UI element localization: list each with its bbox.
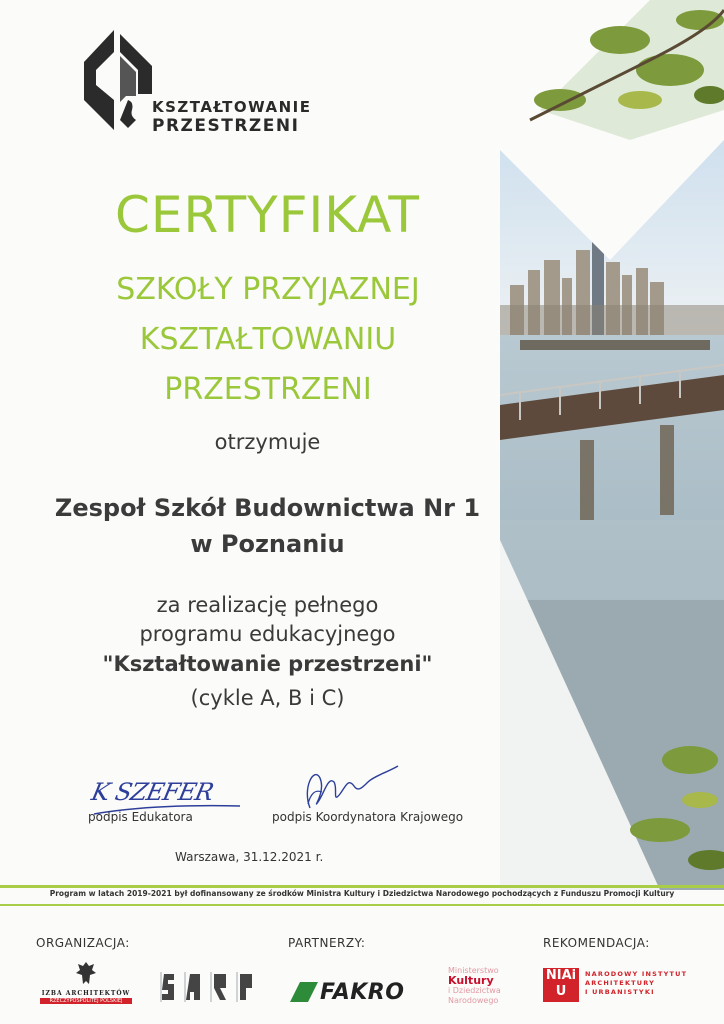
iarp-line-1: IZBA ARCHITEKTÓW <box>41 990 131 997</box>
logo-line-1: KSZTAŁTOWANIE <box>152 98 312 116</box>
educator-signature-text: K SZEFER <box>89 778 216 806</box>
educator-caption: podpis Edukatora <box>88 810 193 824</box>
fakro-mark-icon <box>290 982 318 1002</box>
subtitle-line-1: SZKOŁY PRZYJAZNEJ <box>116 272 420 307</box>
logo-mark-icon <box>84 30 154 130</box>
recommendation-label: REKOMENDACJA: <box>543 936 650 950</box>
niaiu-line-3: I URBANISTYKI <box>585 988 655 996</box>
niaiu-line-2: ARCHITEKTURY <box>585 979 656 987</box>
organizers-label: ORGANIZACJA: <box>36 936 130 950</box>
niaiu-mark: NIAiU <box>543 968 579 1002</box>
ministry-line-4: Narodowego <box>448 996 499 1005</box>
coordinator-caption: podpis Koordynatora Krajowego <box>272 810 464 824</box>
program-name: "Kształtowanie przestrzeni" <box>102 652 433 676</box>
reason-line-2: programu edukacyjnego <box>139 622 396 646</box>
eagle-emblem-icon <box>75 960 97 986</box>
niaiu-line-1: NARODOWY INSTYTUT <box>585 970 688 978</box>
iarp-logo <box>36 960 136 1004</box>
subtitle-line-3: PRZESTRZENI <box>164 372 372 407</box>
funding-note: Program w latach 2019-2021 był dofinansowany ze środków Ministra Kultury i Dziedzictwa Narodowego pochodzących z Funduszu Promocji Kultury <box>49 889 675 898</box>
ministry-line-3: i Dziedzictwa <box>448 986 501 995</box>
footer-bottom-rule <box>0 904 724 906</box>
logo-line-2: PRZESTRZENI <box>152 116 300 136</box>
ministry-line-2: Kultury <box>448 974 494 987</box>
fakro-logo <box>290 980 430 1006</box>
program-logo <box>84 30 314 140</box>
coordinator-signature-icon <box>292 758 402 818</box>
ministry-logo <box>448 966 518 1006</box>
place-date: Warszawa, 31.12.2021 r. <box>175 850 324 864</box>
niaiu-text <box>585 970 687 997</box>
city-pier-photo <box>500 0 724 890</box>
cycles-text: (cykle A, B i C) <box>190 686 345 710</box>
fakro-text: FAKRO <box>320 980 405 1005</box>
footer-top-rule <box>0 885 724 888</box>
iarp-line-2: RZECZYPOSPOLITEJ POLSKIEJ <box>40 998 132 1004</box>
sarp-logo-icon <box>160 972 260 1002</box>
certificate-title: CERTYFIKAT <box>115 186 420 244</box>
receives-text: otrzymuje <box>214 430 321 454</box>
partners-label: PARTNERZY: <box>288 936 366 950</box>
school-name-line-1: Zespoł Szkół Budownictwa Nr 1 <box>54 494 481 522</box>
logo-text <box>152 98 311 136</box>
ministry-line-1: Ministerstwo <box>448 966 499 975</box>
reason-line-1: za realizację pełnego <box>156 593 379 617</box>
subtitle-line-2: KSZTAŁTOWANIU <box>139 322 397 357</box>
school-name-line-2: w Poznaniu <box>190 530 345 558</box>
